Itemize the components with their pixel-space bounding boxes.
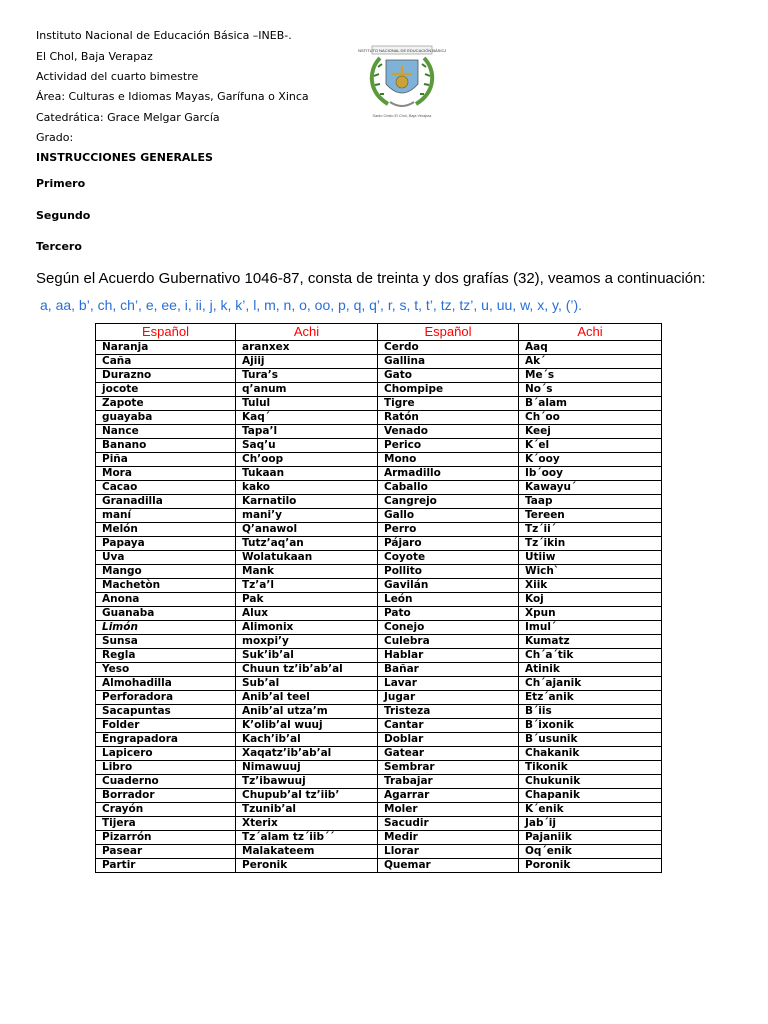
cell-achi: Tz´alam tz´iib´´ [236, 831, 378, 845]
table-row [96, 789, 662, 803]
cell-espanol: Gato [378, 369, 519, 383]
cell-achi: Keej [519, 425, 662, 439]
table-row [96, 551, 662, 565]
cell-achi: Imul´ [519, 621, 662, 635]
cell-espanol: Gavilán [378, 579, 519, 593]
cell-achi: Sub’al [236, 677, 378, 691]
header-achi: Achi [236, 324, 378, 341]
table-row [96, 831, 662, 845]
table-row [96, 467, 662, 481]
cell-espanol: Naranja [96, 341, 236, 355]
table-row [96, 719, 662, 733]
cell-achi: Poronik [519, 859, 662, 873]
table-row [96, 845, 662, 859]
cell-achi: Tz´ikin [519, 537, 662, 551]
cell-espanol: Zapote [96, 397, 236, 411]
school-crest-icon [358, 44, 446, 120]
table-row [96, 859, 662, 873]
header-espanol: Español [96, 324, 236, 341]
cell-espanol: Cacao [96, 481, 236, 495]
cell-espanol: Durazno [96, 369, 236, 383]
cell-espanol: Armadillo [378, 467, 519, 481]
cell-espanol: Sembrar [378, 761, 519, 775]
cell-achi: Alux [236, 607, 378, 621]
cell-achi: Tz’ibawuuj [236, 775, 378, 789]
cell-espanol: Caña [96, 355, 236, 369]
cell-espanol: guayaba [96, 411, 236, 425]
cell-espanol: Gatear [378, 747, 519, 761]
cell-achi: K’olib’al wuuj [236, 719, 378, 733]
step-third: Tercero [36, 240, 82, 253]
cell-espanol: Culebra [378, 635, 519, 649]
cell-espanol: Conejo [378, 621, 519, 635]
cell-achi: aranxex [236, 341, 378, 355]
cell-espanol: Yeso [96, 663, 236, 677]
table-row [96, 523, 662, 537]
cell-espanol: maní [96, 509, 236, 523]
cell-achi: Chupub’al tz’iib’ [236, 789, 378, 803]
table-row [96, 397, 662, 411]
cell-achi: Peronik [236, 859, 378, 873]
cell-espanol: Melón [96, 523, 236, 537]
cell-espanol: Sacapuntas [96, 705, 236, 719]
cell-achi: Ch´ajanik [519, 677, 662, 691]
cell-achi: Tereen [519, 509, 662, 523]
cell-achi: Q’anawol [236, 523, 378, 537]
cell-achi: Suk’ib’al [236, 649, 378, 663]
table-row [96, 341, 662, 355]
cell-espanol: Perico [378, 439, 519, 453]
cell-espanol: Coyote [378, 551, 519, 565]
cell-achi: Me´s [519, 369, 662, 383]
teacher-name: Catedrática: Grace Melgar García [36, 111, 220, 124]
table-row [96, 425, 662, 439]
cell-achi: Tz´ii´ [519, 523, 662, 537]
cell-espanol: Machetòn [96, 579, 236, 593]
cell-espanol: jocote [96, 383, 236, 397]
cell-achi: B´ixonik [519, 719, 662, 733]
vocabulary-table [95, 323, 662, 873]
cell-achi: Xterix [236, 817, 378, 831]
cell-espanol: Uva [96, 551, 236, 565]
cell-espanol: Partir [96, 859, 236, 873]
cell-achi: Saq’u [236, 439, 378, 453]
table-row [96, 481, 662, 495]
cell-espanol: Folder [96, 719, 236, 733]
table-row [96, 369, 662, 383]
cell-achi: Koj [519, 593, 662, 607]
table-row [96, 803, 662, 817]
cell-achi: B´iis [519, 705, 662, 719]
cell-achi: Oq´enik [519, 845, 662, 859]
cell-espanol: Pollito [378, 565, 519, 579]
cell-espanol: León [378, 593, 519, 607]
cell-espanol: Jugar [378, 691, 519, 705]
cell-achi: Etz´anik [519, 691, 662, 705]
table-row [96, 509, 662, 523]
table-row [96, 761, 662, 775]
cell-achi: Ch´oo [519, 411, 662, 425]
cell-espanol: Regla [96, 649, 236, 663]
table-row [96, 635, 662, 649]
cell-espanol: Ratón [378, 411, 519, 425]
cell-achi: Kach’ib’al [236, 733, 378, 747]
cell-achi: Chuun tz’ib’ab’al [236, 663, 378, 677]
cell-espanol: Sunsa [96, 635, 236, 649]
cell-achi: Atinik [519, 663, 662, 677]
cell-espanol: Pájaro [378, 537, 519, 551]
cell-achi: B´usunik [519, 733, 662, 747]
cell-achi: Kawayu´ [519, 481, 662, 495]
cell-achi: Alimonix [236, 621, 378, 635]
cell-achi: Wolatukaan [236, 551, 378, 565]
table-row [96, 733, 662, 747]
table-row [96, 593, 662, 607]
cell-achi: No´s [519, 383, 662, 397]
cell-achi: Taap [519, 495, 662, 509]
cell-achi: Ib´ooy [519, 467, 662, 481]
cell-espanol: Limón [96, 621, 236, 635]
cell-espanol: Sacudir [378, 817, 519, 831]
cell-achi: moxpi’y [236, 635, 378, 649]
cell-espanol: Agarrar [378, 789, 519, 803]
cell-espanol: Cuaderno [96, 775, 236, 789]
table-row [96, 747, 662, 761]
table-row [96, 691, 662, 705]
cell-espanol: Anona [96, 593, 236, 607]
cell-espanol: Granadilla [96, 495, 236, 509]
cell-achi: Anib’al teel [236, 691, 378, 705]
cell-espanol: Perro [378, 523, 519, 537]
cell-espanol: Pizarrón [96, 831, 236, 845]
cell-espanol: Quemar [378, 859, 519, 873]
cell-achi: Karnatilo [236, 495, 378, 509]
cell-achi: Tulul [236, 397, 378, 411]
cell-achi: Ch´a´tik [519, 649, 662, 663]
cell-achi: K´enik [519, 803, 662, 817]
cell-espanol: Almohadilla [96, 677, 236, 691]
cell-espanol: Libro [96, 761, 236, 775]
table-row [96, 663, 662, 677]
cell-achi: Tutz’aq’an [236, 537, 378, 551]
table-row [96, 355, 662, 369]
cell-espanol: Pato [378, 607, 519, 621]
grade-label: Grado: [36, 131, 74, 144]
cell-achi: Chakanik [519, 747, 662, 761]
cell-achi: q’anum [236, 383, 378, 397]
cell-espanol: Piña [96, 453, 236, 467]
cell-espanol: Cangrejo [378, 495, 519, 509]
cell-achi: Malakateem [236, 845, 378, 859]
cell-achi: K´ooy [519, 453, 662, 467]
cell-achi: Tapa’l [236, 425, 378, 439]
cell-achi: Anib’al utza’m [236, 705, 378, 719]
cell-espanol: Medir [378, 831, 519, 845]
school-name: Instituto Nacional de Educación Básica –INEB-. [36, 29, 292, 42]
header-achi: Achi [519, 324, 662, 341]
table-row [96, 439, 662, 453]
cell-espanol: Hablar [378, 649, 519, 663]
cell-espanol: Caballo [378, 481, 519, 495]
table-row [96, 411, 662, 425]
table-body [96, 341, 662, 873]
cell-achi: Nimawuuj [236, 761, 378, 775]
table-header-row [96, 324, 662, 341]
table-row [96, 579, 662, 593]
cell-espanol: Gallina [378, 355, 519, 369]
cell-espanol: Mora [96, 467, 236, 481]
cell-espanol: Guanaba [96, 607, 236, 621]
cell-espanol: Banano [96, 439, 236, 453]
cell-achi: Xpun [519, 607, 662, 621]
cell-achi: Kumatz [519, 635, 662, 649]
table-row [96, 495, 662, 509]
cell-espanol: Cantar [378, 719, 519, 733]
intro-text: Según el Acuerdo Gubernativo 1046-87, consta de treinta y dos grafías (32), veamos a continuación: [36, 270, 706, 287]
cell-achi: Chukunik [519, 775, 662, 789]
table-row [96, 607, 662, 621]
cell-achi: mani’y [236, 509, 378, 523]
alphabet-text: a, aa, b’, ch, ch’, e, ee, i, ii, j, k, k’, l, m, n, o, oo, p, q, q’, r, s, t, t’, tz, tz’, u, uu, w, x, y, (’). [40, 297, 583, 313]
cell-achi: Ch’oop [236, 453, 378, 467]
step-second: Segundo [36, 209, 91, 222]
cell-achi: Chapanik [519, 789, 662, 803]
table-row [96, 621, 662, 635]
cell-espanol: Moler [378, 803, 519, 817]
cell-espanol: Nance [96, 425, 236, 439]
cell-espanol: Mono [378, 453, 519, 467]
header-espanol: Español [378, 324, 519, 341]
cell-achi: Pajaniik [519, 831, 662, 845]
cell-espanol: Doblar [378, 733, 519, 747]
subject-area: Área: Culturas e Idiomas Mayas, Garífuna o Xinca [36, 90, 309, 103]
cell-achi: Ak´ [519, 355, 662, 369]
cell-achi: K´el [519, 439, 662, 453]
cell-espanol: Engrapadora [96, 733, 236, 747]
cell-espanol: Cerdo [378, 341, 519, 355]
cell-espanol: Llorar [378, 845, 519, 859]
instructions-title: INSTRUCCIONES GENERALES [36, 151, 213, 164]
cell-achi: Utiiw [519, 551, 662, 565]
activity-title: Actividad del cuarto bimestre [36, 70, 199, 83]
table-row [96, 817, 662, 831]
location: El Chol, Baja Verapaz [36, 50, 153, 63]
cell-espanol: Tijera [96, 817, 236, 831]
cell-achi: Tukaan [236, 467, 378, 481]
step-first: Primero [36, 177, 86, 190]
table-row [96, 383, 662, 397]
crest-caption: Santo Cristo El Chol, Baja Verapaz [372, 114, 432, 118]
cell-espanol: Pasear [96, 845, 236, 859]
cell-achi: Xiik [519, 579, 662, 593]
cell-achi: Pak [236, 593, 378, 607]
cell-achi: Wich` [519, 565, 662, 579]
cell-espanol: Venado [378, 425, 519, 439]
table-row [96, 649, 662, 663]
cell-espanol: Bañar [378, 663, 519, 677]
cell-espanol: Papaya [96, 537, 236, 551]
table-row [96, 775, 662, 789]
cell-achi: kako [236, 481, 378, 495]
table-row [96, 453, 662, 467]
cell-achi: Tura’s [236, 369, 378, 383]
cell-espanol: Lapicero [96, 747, 236, 761]
table-row [96, 705, 662, 719]
cell-achi: Xaqatz’ib’ab’al [236, 747, 378, 761]
cell-achi: Mank [236, 565, 378, 579]
cell-espanol: Crayón [96, 803, 236, 817]
cell-achi: B´alam [519, 397, 662, 411]
cell-espanol: Mango [96, 565, 236, 579]
cell-achi: Jab´ij [519, 817, 662, 831]
table-row [96, 537, 662, 551]
crest-banner-text: INSTITUTO NACIONAL DE EDUCACIÓN BÁSICA [358, 48, 446, 53]
cell-espanol: Tigre [378, 397, 519, 411]
table-row [96, 565, 662, 579]
cell-espanol: Gallo [378, 509, 519, 523]
cell-achi: Aaq [519, 341, 662, 355]
cell-espanol: Borrador [96, 789, 236, 803]
cell-achi: Tzunib’al [236, 803, 378, 817]
cell-espanol: Trabajar [378, 775, 519, 789]
cell-espanol: Perforadora [96, 691, 236, 705]
cell-achi: Ajiij [236, 355, 378, 369]
cell-espanol: Tristeza [378, 705, 519, 719]
cell-achi: Tz’a’l [236, 579, 378, 593]
cell-achi: Kaq´ [236, 411, 378, 425]
table-row [96, 677, 662, 691]
cell-achi: Tikonik [519, 761, 662, 775]
cell-espanol: Chompipe [378, 383, 519, 397]
cell-espanol: Lavar [378, 677, 519, 691]
